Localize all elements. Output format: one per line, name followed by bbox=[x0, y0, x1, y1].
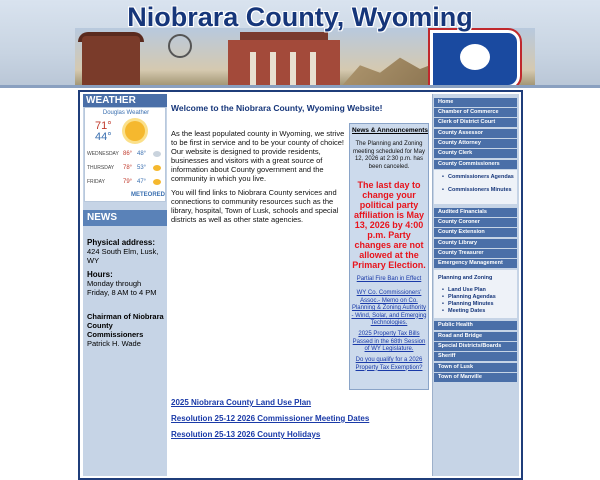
nav-sub-commissioners-minutes[interactable]: • Commissioners Minutes bbox=[448, 187, 516, 194]
hours-label: Hours: bbox=[87, 270, 113, 279]
forecast-day: FRIDAY bbox=[87, 179, 105, 185]
forecast-low: 53° bbox=[137, 165, 147, 171]
sun-icon bbox=[153, 179, 161, 185]
forecast-low: 48° bbox=[137, 151, 147, 157]
courthouse-column bbox=[250, 52, 256, 88]
nav-item-chamber[interactable]: Chamber of Commerce bbox=[434, 108, 517, 117]
weather-current-high: 71° bbox=[95, 120, 112, 132]
chairman-block bbox=[87, 312, 165, 348]
weather-city[interactable]: Douglas Weather bbox=[102, 110, 150, 116]
header-banner bbox=[0, 0, 600, 88]
forecast-high: 79° bbox=[123, 179, 133, 185]
announcement-notice: The Planning and Zoning meeting scheduled for May 12, 2026 at 2:30 p.m. has been canceled. bbox=[352, 141, 426, 170]
nav-item-commissioners[interactable]: County Commissioners bbox=[434, 160, 517, 169]
nav-item-special-districts[interactable]: Special Districts/Boards bbox=[434, 342, 517, 351]
nav-sub-land-use-plan[interactable]: • Land Use Plan bbox=[448, 287, 516, 294]
news-heading: NEWS bbox=[83, 210, 167, 226]
water-tower-image bbox=[82, 36, 140, 88]
header-divider bbox=[0, 85, 600, 88]
sun-icon bbox=[125, 121, 145, 141]
fire-ban-link[interactable]: Partial Fire Ban in Effect bbox=[356, 276, 422, 282]
nav-sub-meeting-dates[interactable]: • Meeting Dates bbox=[448, 308, 516, 315]
nav-item-library[interactable]: County Library bbox=[434, 239, 517, 248]
tax-exemption-link[interactable]: Do you qualify for a 2026 Property Tax Exemption? bbox=[355, 357, 423, 371]
courthouse-image bbox=[228, 40, 340, 88]
forecast-day: WEDNESDAY bbox=[87, 151, 119, 157]
nav-item-audited-financials[interactable]: Audited Financials bbox=[434, 208, 517, 217]
nav-sub-commissioners-agendas[interactable]: • Commissioners Agendas bbox=[448, 174, 516, 181]
nav-item-public-health[interactable]: Public Health bbox=[434, 321, 517, 330]
windmill-icon bbox=[168, 34, 192, 58]
bison-icon bbox=[460, 44, 490, 70]
forecast-low: 47° bbox=[137, 179, 147, 185]
welcome-heading: Welcome to the Niobrara County, Wyoming Website! bbox=[171, 103, 383, 113]
nav-item-assessor[interactable]: County Assessor bbox=[434, 129, 517, 138]
nav-item-district-court[interactable]: Clerk of District Court bbox=[434, 118, 517, 127]
chairman-name: Patrick H. Wade bbox=[87, 339, 141, 348]
nav-item-attorney[interactable]: County Attorney bbox=[434, 139, 517, 148]
commissioner-dates-link[interactable]: Resolution 25-12 2026 Commissioner Meeting Dates bbox=[171, 414, 370, 423]
property-tax-bills-link[interactable]: 2025 Property Tax Bills Passed in the 68th Session of WY Legislature. bbox=[352, 331, 426, 352]
address-block bbox=[87, 238, 165, 265]
services-paragraph: You will find links to Niobrara County services and connections to community resources such as the library, hospital, Town of Lusk, schools and special districts as well as other state agencies. bbox=[171, 188, 339, 224]
forecast-row bbox=[87, 162, 167, 174]
nav-sub-planning-agendas[interactable]: • Planning Agendas bbox=[448, 294, 516, 301]
forecast-high: 86° bbox=[123, 151, 133, 157]
hours-block bbox=[87, 270, 165, 297]
courthouse-column bbox=[310, 52, 316, 88]
sun-icon bbox=[153, 165, 161, 171]
weather-current-low: 44° bbox=[95, 131, 112, 143]
forecast-day: THURSDAY bbox=[87, 165, 115, 171]
party-affiliation-alert: The last day to change your political party affiliation is May 13, 2026 by 4:00 p.m. Party changes are not allowed at the Primary Election. bbox=[352, 180, 426, 270]
courthouse-column bbox=[270, 52, 276, 88]
nav-item-extension[interactable]: County Extension bbox=[434, 228, 517, 237]
nav-item-town-of-lusk[interactable]: Town of Lusk bbox=[434, 363, 517, 372]
nav-sub-planning-minutes[interactable]: • Planning Minutes bbox=[448, 301, 516, 308]
nav-item-treasurer[interactable]: County Treasurer bbox=[434, 249, 517, 258]
nav-item-home[interactable]: Home bbox=[434, 98, 517, 107]
chairman-label: Chairman of Niobrara County Commissioners bbox=[87, 312, 164, 339]
zoning-memo-link[interactable]: WY Co. Commissioners' Assoc.- Memo on Co. Planning & Zoning Authority - Wind, Solar, and Emerging Technologies. bbox=[351, 290, 427, 326]
weather-brand-logo[interactable]: METEORED bbox=[130, 192, 165, 198]
intro-paragraph: As the least populated county in Wyoming, we strive to be first in service and to be your county of choice! Our website is designed to provide residents, businesses and visitors with a great source of information about County government and the community in which you live. bbox=[171, 129, 345, 183]
forecast-high: 78° bbox=[123, 165, 133, 171]
land-use-plan-link[interactable]: 2025 Niobrara County Land Use Plan bbox=[171, 398, 312, 407]
nav-item-planning-zoning[interactable]: Planning and Zoning bbox=[438, 275, 493, 281]
nav-item-sheriff[interactable]: Sheriff bbox=[434, 352, 517, 361]
site-title: Niobrara County, Wyoming bbox=[127, 2, 473, 32]
address-value: 424 South Elm, Lusk, WY bbox=[87, 247, 159, 265]
nav-item-clerk[interactable]: County Clerk bbox=[434, 149, 517, 158]
nav-item-town-of-manville[interactable]: Town of Manville bbox=[434, 373, 517, 382]
address-label: Physical address: bbox=[87, 238, 156, 247]
nav-item-road-bridge[interactable]: Road and Bridge bbox=[434, 332, 517, 341]
announcements-title: News & Announcements bbox=[352, 127, 428, 134]
courthouse-column bbox=[290, 52, 296, 88]
county-holidays-link[interactable]: Resolution 25-13 2026 County Holidays bbox=[171, 430, 321, 439]
weather-heading: WEATHER bbox=[83, 94, 167, 107]
partly-cloudy-icon bbox=[153, 151, 161, 157]
forecast-row bbox=[87, 176, 167, 188]
hours-value: Monday through Friday, 8 AM to 4 PM bbox=[87, 279, 157, 297]
nav-item-coroner[interactable]: County Coroner bbox=[434, 218, 517, 227]
weather-widget[interactable] bbox=[84, 107, 166, 202]
nav-item-emergency-management[interactable]: Emergency Management bbox=[434, 259, 517, 268]
forecast-row bbox=[87, 148, 167, 160]
